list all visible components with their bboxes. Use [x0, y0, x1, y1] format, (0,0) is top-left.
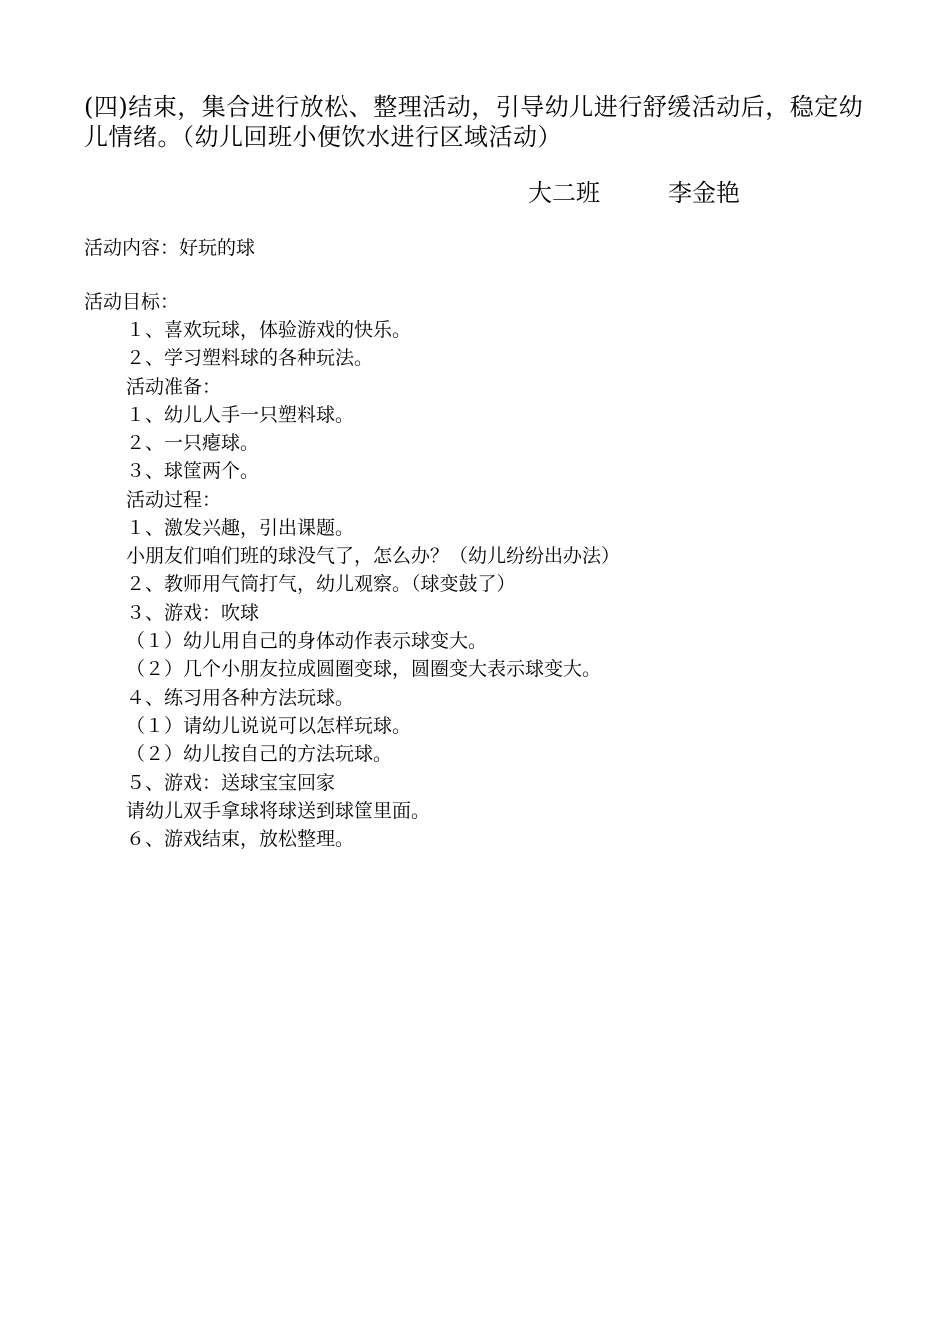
author-name: 李金艳	[668, 179, 740, 207]
process-item: 请幼儿双手拿球将球送到球筐里面。	[126, 800, 431, 822]
prep-heading: 活动准备：	[126, 376, 222, 398]
intro-line-2: 儿情绪。（幼儿回班小便饮水进行区域活动）	[84, 123, 562, 151]
process-item: （１）幼儿用自己的身体动作表示球变大。	[126, 630, 488, 652]
process-item: （２）幼儿按自己的方法玩球。	[126, 743, 393, 765]
process-heading: 活动过程：	[126, 489, 222, 511]
prep-item: ３、球筐两个。	[126, 460, 260, 482]
process-item: ６、游戏结束，放松整理。	[126, 828, 355, 850]
goal-item: ２、学习塑料球的各种玩法。	[126, 347, 374, 369]
process-item: 小朋友们咱们班的球没气了，怎么办？（幼儿纷纷出办法）	[126, 545, 621, 567]
activity-title: 活动内容：好玩的球	[84, 237, 256, 259]
process-item: （２）几个小朋友拉成圆圈变球，圆圈变大表示球变大。	[126, 658, 602, 680]
process-item: １、激发兴趣，引出课题。	[126, 517, 355, 539]
author-class: 大二班	[528, 179, 600, 207]
goals-heading: 活动目标：	[84, 291, 180, 313]
intro-paragraph	[84, 92, 884, 152]
process-item: ３、游戏：吹球	[126, 602, 260, 624]
process-item: ２、教师用气筒打气，幼儿观察。（球变鼓了）	[126, 573, 516, 595]
intro-line-1: (四)结束，集合进行放松、整理活动，引导幼儿进行舒缓活动后，稳定幼	[84, 93, 864, 121]
process-item: ５、游戏：送球宝宝回家	[126, 772, 336, 794]
prep-item: ２、一只瘪球。	[126, 432, 260, 454]
prep-item: １、幼儿人手一只塑料球。	[126, 404, 355, 426]
process-item: （１）请幼儿说说可以怎样玩球。	[126, 715, 412, 737]
goal-item: １、喜欢玩球，体验游戏的快乐。	[126, 319, 412, 341]
process-item: ４、练习用各种方法玩球。	[126, 687, 355, 709]
